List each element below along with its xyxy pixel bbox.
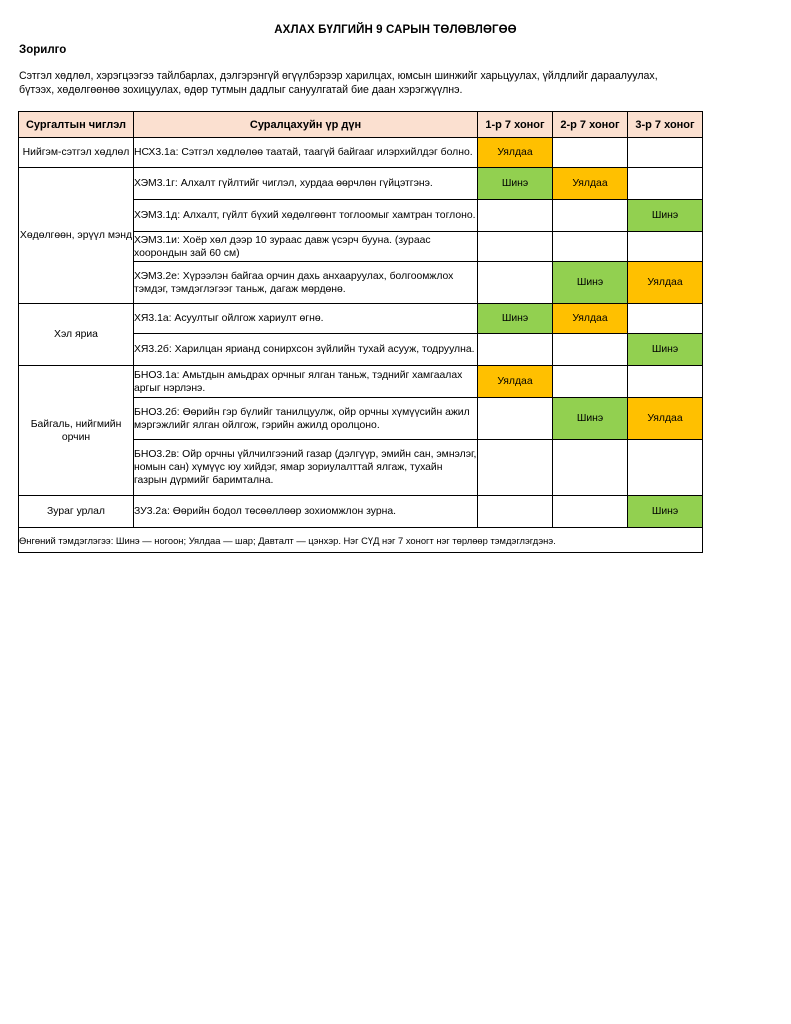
header-subject: Сургалтын чиглэл [19, 112, 134, 138]
week-1-cell [478, 200, 553, 232]
subject-cell: Зураг урлал [19, 496, 134, 528]
header-week-3: 3-р 7 хоног [628, 112, 703, 138]
week-3-cell [628, 168, 703, 200]
header-week-1: 1-р 7 хоног [478, 112, 553, 138]
week-1-cell [478, 334, 553, 366]
week-1-cell [478, 232, 553, 262]
week-1-cell [478, 440, 553, 496]
table-row [19, 138, 703, 168]
week-2-cell: Шинэ [553, 398, 628, 440]
table-row [19, 304, 703, 334]
table-row [19, 168, 703, 200]
week-3-cell: Шинэ [628, 334, 703, 366]
subject-cell: Байгаль, нийгмийн орчин [19, 366, 134, 496]
week-1-cell: Шинэ [478, 304, 553, 334]
week-3-cell: Шинэ [628, 200, 703, 232]
week-3-cell: Уялдаа [628, 398, 703, 440]
week-2-cell [553, 138, 628, 168]
color-legend: Өнгөний тэмдэглэгээ: Шинэ — ногоон; Уялдаа — шар; Давталт — цэнхэр. Нэг СҮД нэг 7 хоногт нэг төрлөөр тэмдэглэгдэнэ. [19, 528, 703, 553]
week-1-cell: Уялдаа [478, 366, 553, 398]
week-2-cell [553, 232, 628, 262]
week-3-cell [628, 138, 703, 168]
outcome-cell: ХЭМ3.1г: Алхалт гүйлтийг чиглэл, хурдаа өөрчлөн гүйцэтгэнэ. [134, 168, 478, 200]
week-3-cell: Уялдаа [628, 262, 703, 304]
table-row [19, 366, 703, 398]
week-2-cell [553, 366, 628, 398]
week-3-cell [628, 304, 703, 334]
week-1-cell: Шинэ [478, 168, 553, 200]
subject-cell: Нийгэм-сэтгэл хөдлөл [19, 138, 134, 168]
week-2-cell [553, 440, 628, 496]
plan-table [18, 111, 703, 553]
legend-row [19, 528, 703, 553]
goal-heading: Зорилго [19, 44, 67, 56]
week-2-cell: Шинэ [553, 262, 628, 304]
table-row [19, 496, 703, 528]
week-3-cell [628, 232, 703, 262]
outcome-cell: БНО3.1а: Амьтдын амьдрах орчныг ялган таньж, тэднийг хамгаалах аргыг нэрлэнэ. [134, 366, 478, 398]
week-2-cell [553, 334, 628, 366]
outcome-cell: ЗУ3.2а: Өөрийн бодол төсөөллөөр зохиомжлон зурна. [134, 496, 478, 528]
week-1-cell [478, 496, 553, 528]
week-1-cell: Уялдаа [478, 138, 553, 168]
week-2-cell: Уялдаа [553, 168, 628, 200]
outcome-cell: НСХ3.1а: Сэтгэл хөдлөлөө таатай, таагүй байгааг илэрхийлдэг болно. [134, 138, 478, 168]
outcome-cell: ХЭМ3.1д: Алхалт, гүйлт бүхий хөдөлгөөнт тоглоомыг хамтран тоглоно. [134, 200, 478, 232]
outcome-cell: ХЭМ3.1и: Хоёр хөл дээр 10 зураас давж үсэрч бууна. (зураас хоорондын зай 60 см) [134, 232, 478, 262]
subject-cell: Хөдөлгөөн, эрүүл мэнд [19, 168, 134, 304]
week-3-cell [628, 366, 703, 398]
outcome-cell: ХЭМ3.2е: Хүрээлэн байгаа орчин дахь анхааруулах, болгоомжлох тэмдэг, тэмдэглэгээг таньж, дагаж мөрдөнө. [134, 262, 478, 304]
week-2-cell [553, 200, 628, 232]
week-1-cell [478, 398, 553, 440]
page-title: АХЛАХ БҮЛГИЙН 9 САРЫН ТӨЛӨВЛӨГӨӨ [274, 24, 517, 36]
goal-text-line-2: бүтээх, хөдөлгөөнөө зохицуулах, өдөр тутмын дадлыг сануулгатай бие даан хэрэгжүүлнэ. [19, 83, 463, 96]
week-2-cell: Уялдаа [553, 304, 628, 334]
week-1-cell [478, 262, 553, 304]
outcome-cell: ХЯ3.1а: Асуултыг ойлгож хариулт өгнө. [134, 304, 478, 334]
goal-text [19, 70, 719, 97]
week-3-cell [628, 440, 703, 496]
goal-text-line-1: Сэтгэл хөдлөл, хэрэгцээгээ тайлбарлах, дэлгэрэнгүй өгүүлбэрээр харилцах, юмсын шинжийг харьцуулах, үйлдлийг дараалуулах, [19, 70, 658, 82]
outcome-cell: БНО3.2б: Өөрийн гэр бүлийг танилцуулж, ойр орчны хүмүүсийн ажил мэргэжлийг ялган ойлгож, гэрийн ажилд оролцоно. [134, 398, 478, 440]
header-outcome: Суралцахуйн үр дүн [134, 112, 478, 138]
header-week-2: 2-р 7 хоног [553, 112, 628, 138]
outcome-cell: ХЯ3.2б: Харилцан ярианд сонирхсон зүйлийн тухай асууж, тодруулна. [134, 334, 478, 366]
subject-cell: Хэл яриа [19, 304, 134, 366]
outcome-cell: БНО3.2в: Ойр орчны үйлчилгээний газар (дэлгүүр, эмийн сан, эмнэлэг, номын сан) хүмүүс юу хийдэг, ямар зориулалттай ялгаж, тухайн газрын дүрмийг баримтална. [134, 440, 478, 496]
table-header-row [19, 112, 703, 138]
week-3-cell: Шинэ [628, 496, 703, 528]
week-2-cell [553, 496, 628, 528]
